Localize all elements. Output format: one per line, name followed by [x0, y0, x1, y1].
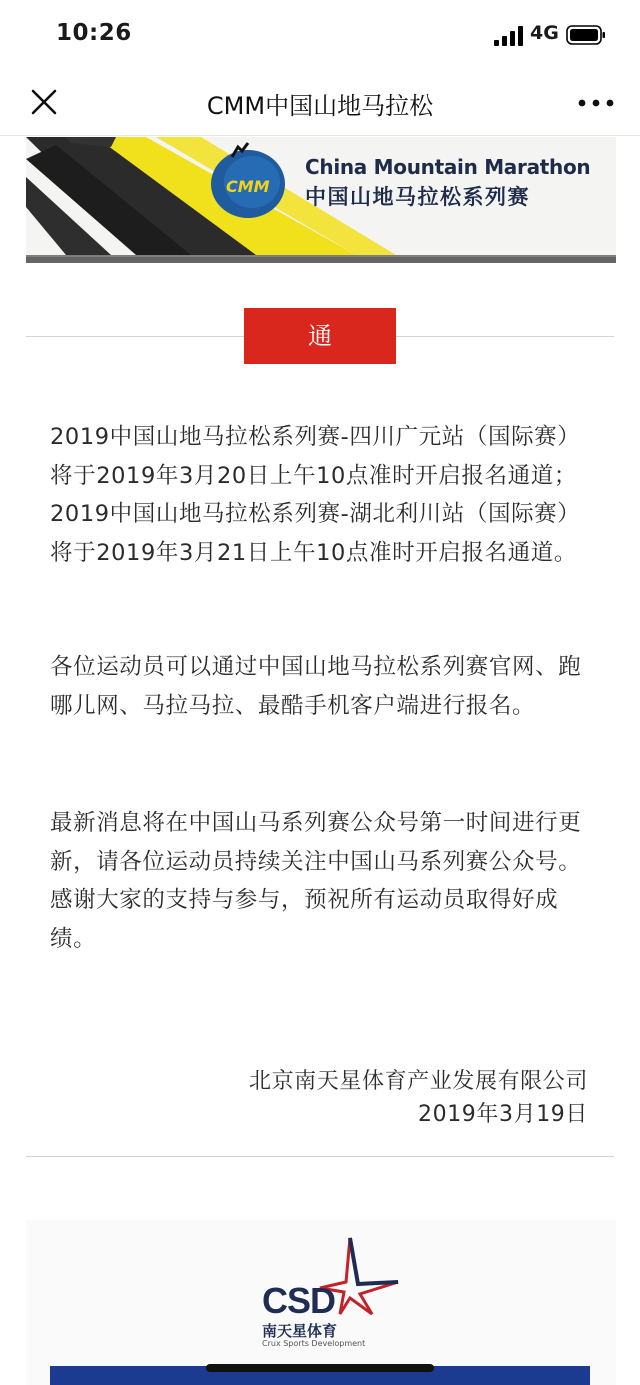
banner-title-cn: 中国山地马拉松系列赛 — [305, 185, 530, 209]
footer-divider — [26, 1156, 614, 1157]
network-type: 4G — [530, 22, 559, 44]
paragraph-registration: 2019中国山地马拉松系列赛-四川广元站（国际赛）将于2019年3月20日上午10点准时开启报名通道；2019中国山地马拉松系列赛-湖北利川站（国际赛）将于2019年3月21日上午10点准时开启报名通道。 — [50, 424, 581, 566]
paragraph-channels: 各位运动员可以通过中国山地马拉松系列赛官网、跑哪儿网、马拉马拉、最酷手机客户端进行报名。 — [50, 654, 582, 719]
signature-date: 2019年3月19日 — [418, 1102, 588, 1127]
page-title: CMM中国山地马拉松 — [206, 92, 434, 120]
csd-logo-mark: CSD — [262, 1280, 336, 1321]
signature-company: 北京南天星体育产业发展有限公司 — [248, 1069, 588, 1094]
cmm-logo-text: CMM — [226, 177, 270, 196]
notice-badge: 通 知 — [244, 308, 396, 364]
battery-icon — [566, 24, 606, 46]
paragraph-updates: 最新消息将在中国山马系列赛公众号第一时间进行更新，请各位运动员持续关注中国山马系列赛公众号。感谢大家的支持与参与，预祝所有运动员取得好成绩。 — [50, 810, 582, 952]
close-icon[interactable] — [26, 84, 62, 120]
status-bar — [0, 0, 640, 68]
nav-bar — [0, 68, 640, 136]
status-time: 10:26 — [56, 20, 132, 46]
csd-name-cn: 南天星体育 — [262, 1322, 338, 1340]
more-icon[interactable] — [572, 88, 620, 118]
banner-title-en: China Mountain Marathon — [305, 155, 591, 179]
signal-icon — [494, 26, 524, 46]
csd-name-en: Crux Sports Development — [262, 1339, 366, 1348]
home-indicator — [206, 1364, 434, 1372]
